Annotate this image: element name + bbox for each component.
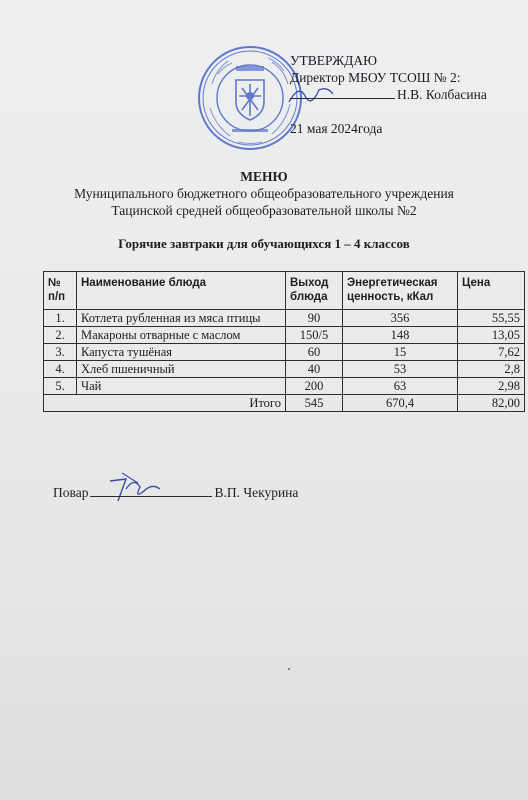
dish-yield: 200 <box>286 378 343 395</box>
dish-name: Макароны отварные с маслом <box>77 327 286 344</box>
row-number: 2. <box>44 327 77 344</box>
dish-yield: 40 <box>286 361 343 378</box>
document-header <box>0 168 528 252</box>
dish-yield: 60 <box>286 344 343 361</box>
cook-signature-block <box>53 484 298 501</box>
column-header-yield: Выход блюда <box>286 272 343 310</box>
row-number: 4. <box>44 361 77 378</box>
signature-line <box>290 86 395 99</box>
approval-position: Директор МБОУ ТСОШ № 2: <box>290 70 461 85</box>
dish-price: 55,55 <box>458 310 525 327</box>
dish-energy: 53 <box>343 361 458 378</box>
dish-yield: 150/5 <box>286 327 343 344</box>
cook-name: В.П. Чекурина <box>214 485 299 500</box>
approval-signature-row <box>290 87 487 102</box>
dish-name: Хлеб пшеничный <box>77 361 286 378</box>
dish-name: Чай <box>77 378 286 395</box>
menu-table <box>43 271 525 412</box>
dish-energy: 148 <box>343 327 458 344</box>
approval-signatory: Н.В. Колбасина <box>397 87 487 102</box>
org-name-line-1: Муниципального бюджетного общеобразовательного учреждения <box>74 186 454 201</box>
dish-price: 2,98 <box>458 378 525 395</box>
dish-energy: 15 <box>343 344 458 361</box>
approval-heading: УТВЕРЖДАЮ <box>290 53 378 68</box>
table-row <box>44 361 525 378</box>
column-header-energy: Энергетическая ценность, кКал <box>343 272 458 310</box>
approval-date: 21 мая 2024года <box>290 121 383 136</box>
column-header-dish: Наименование блюда <box>77 272 286 310</box>
menu-subtitle: Горячие завтраки для обучающихся 1 – 4 классов <box>118 236 410 251</box>
table-header-row <box>44 272 525 310</box>
approval-block <box>290 52 487 137</box>
table-row <box>44 310 525 327</box>
org-name-line-2: Тацинской средней общеобразовательной школы №2 <box>111 203 417 218</box>
total-price: 82,00 <box>458 395 525 412</box>
dish-energy: 63 <box>343 378 458 395</box>
row-number: 1. <box>44 310 77 327</box>
dish-price: 13,05 <box>458 327 525 344</box>
page-title: МЕНЮ <box>240 169 288 184</box>
table-row <box>44 327 525 344</box>
dish-price: 2,8 <box>458 361 525 378</box>
cook-label: Повар <box>53 485 89 500</box>
dish-yield: 90 <box>286 310 343 327</box>
column-header-price: Цена <box>458 272 525 310</box>
dish-price: 7,62 <box>458 344 525 361</box>
paper-speck <box>288 668 290 670</box>
signature-line <box>90 484 212 497</box>
total-label: Итого <box>44 395 286 412</box>
table-row <box>44 378 525 395</box>
column-header-number: № п/п <box>44 272 77 310</box>
table-row <box>44 344 525 361</box>
row-number: 3. <box>44 344 77 361</box>
total-energy: 670,4 <box>343 395 458 412</box>
dish-name: Котлета рубленная из мяса птицы <box>77 310 286 327</box>
total-yield: 545 <box>286 395 343 412</box>
table-total-row <box>44 395 525 412</box>
dish-energy: 356 <box>343 310 458 327</box>
row-number: 5. <box>44 378 77 395</box>
dish-name: Капуста тушёная <box>77 344 286 361</box>
